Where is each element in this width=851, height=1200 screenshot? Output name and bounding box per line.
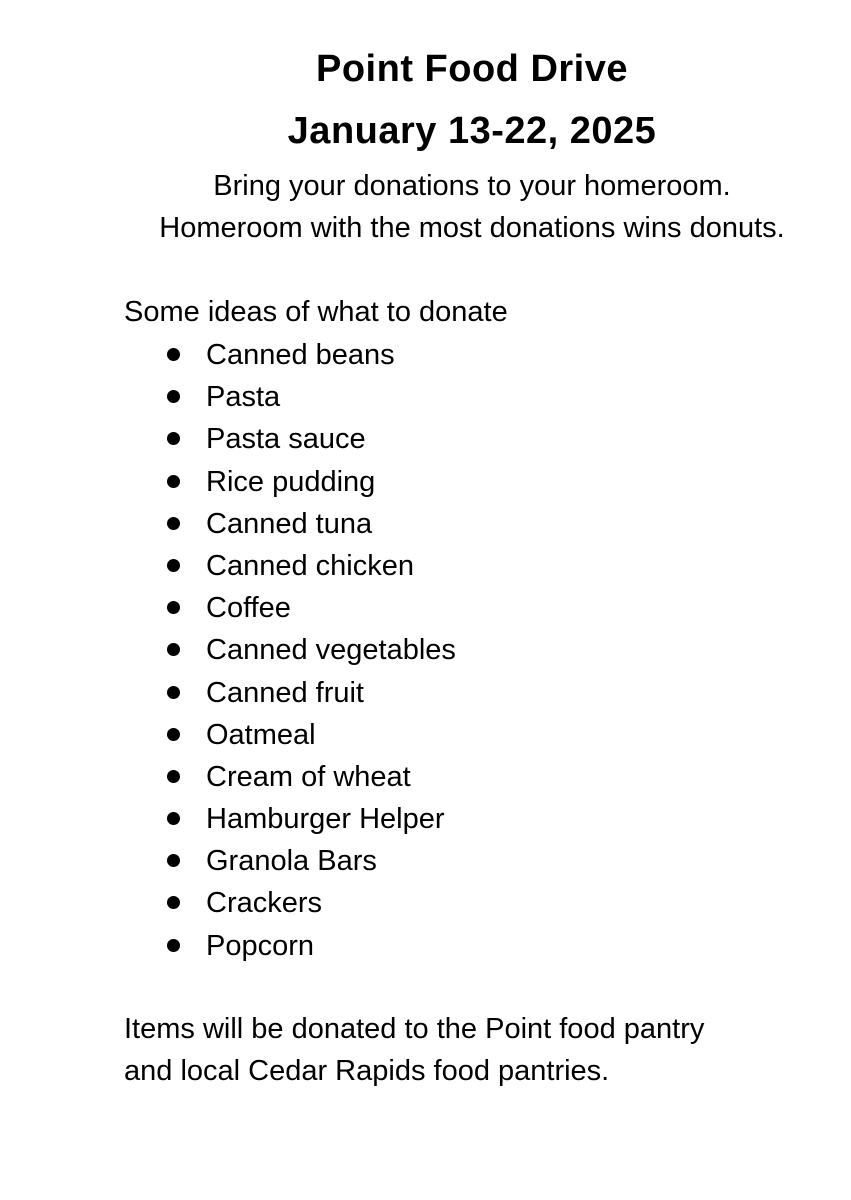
list-item-label: Canned chicken: [206, 549, 414, 582]
list-item-label: Canned tuna: [206, 507, 373, 540]
bullet-icon: [167, 390, 180, 403]
bullet-icon: [167, 770, 180, 783]
list-item-label: Pasta: [206, 381, 281, 414]
list-item-label: Oatmeal: [206, 718, 316, 751]
bullet-icon: [167, 643, 180, 656]
bullet-icon: [167, 348, 180, 361]
intro-line-1: Bring your donations to your homeroom.: [213, 170, 731, 202]
list-item-label: Rice pudding: [206, 465, 376, 498]
list-item-label: Crackers: [206, 887, 323, 920]
list-item-label: Pasta sauce: [206, 423, 366, 456]
bullet-icon: [167, 896, 180, 909]
bullet-icon: [167, 475, 180, 488]
bullet-icon: [167, 601, 180, 614]
bullet-icon: [167, 559, 180, 572]
footer-line-1: Items will be donated to the Point food pantry: [124, 1013, 705, 1045]
list-item-label: Canned fruit: [206, 676, 364, 709]
list-item-label: Hamburger Helper: [206, 803, 445, 836]
bullet-icon: [167, 432, 180, 445]
list-item-label: Coffee: [206, 592, 291, 625]
bullet-icon: [167, 517, 180, 530]
list-item-label: Canned vegetables: [206, 634, 456, 667]
footer-line-2: and local Cedar Rapids food pantries.: [124, 1055, 610, 1087]
bullet-icon: [167, 812, 180, 825]
page-title: Point Food Drive: [316, 48, 628, 90]
bullet-icon: [167, 939, 180, 952]
bullet-icon: [167, 728, 180, 741]
bullet-icon: [167, 686, 180, 699]
footer-note: [124, 1008, 704, 1092]
event-dates: January 13-22, 2025: [287, 110, 657, 152]
list-item-label: Popcorn: [206, 929, 315, 962]
list-item-label: Granola Bars: [206, 845, 377, 878]
ideas-heading: Some ideas of what to donate: [124, 296, 508, 328]
intro-line-2: Homeroom with the most donations wins donuts.: [159, 212, 785, 244]
list-item-label: Cream of wheat: [206, 760, 411, 793]
bullet-icon: [167, 854, 180, 867]
list-item-label: Canned beans: [206, 339, 395, 371]
